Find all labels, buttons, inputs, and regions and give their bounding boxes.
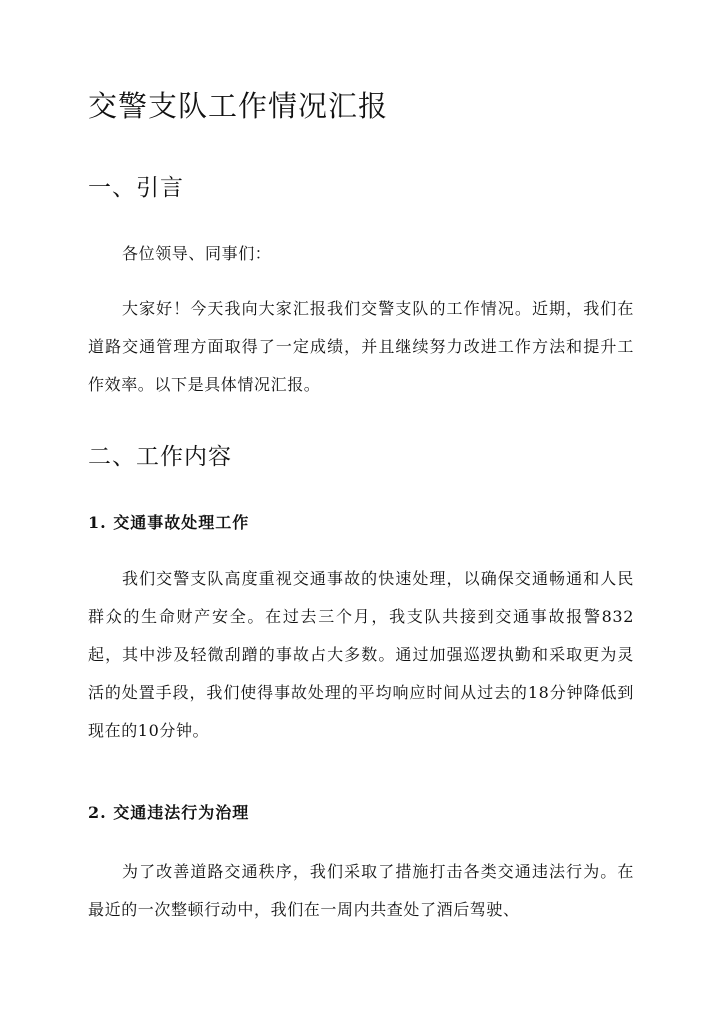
accident-paragraph: 我们交警支队高度重视交通事故的快速处理，以确保交通畅通和人民群众的生命财产安全。在过去三个月，我支队共接到交通事故报警832起，其中涉及轻微刮蹭的事故占大多数。通过加强巡逻执勤和采取更为灵活的处置手段，我们使得事故处理的平均响应时间从过去的18分钟降低到现在的10分钟。	[88, 569, 634, 740]
greeting-text: 各位领导、同事们：	[122, 244, 272, 263]
subsection-accident-heading: 1. 交通事故处理工作	[88, 513, 250, 532]
document-title: 交警支队工作情况汇报	[88, 89, 389, 123]
subsection-violation-heading: 2. 交通违法行为治理	[88, 803, 250, 822]
section-work-heading: 二、工作内容	[88, 444, 232, 470]
intro-paragraph: 大家好！今天我向大家汇报我们交警支队的工作情况。近期，我们在道路交通管理方面取得了一定成绩，并且继续努力改进工作方法和提升工作效率。以下是具体情况汇报。	[88, 299, 634, 394]
violation-paragraph: 为了改善道路交通秩序，我们采取了措施打击各类交通违法行为。在最近的一次整顿行动中，我们在一周内共查处了酒后驾驶、	[88, 862, 634, 919]
section-intro-heading: 一、引言	[88, 175, 184, 201]
